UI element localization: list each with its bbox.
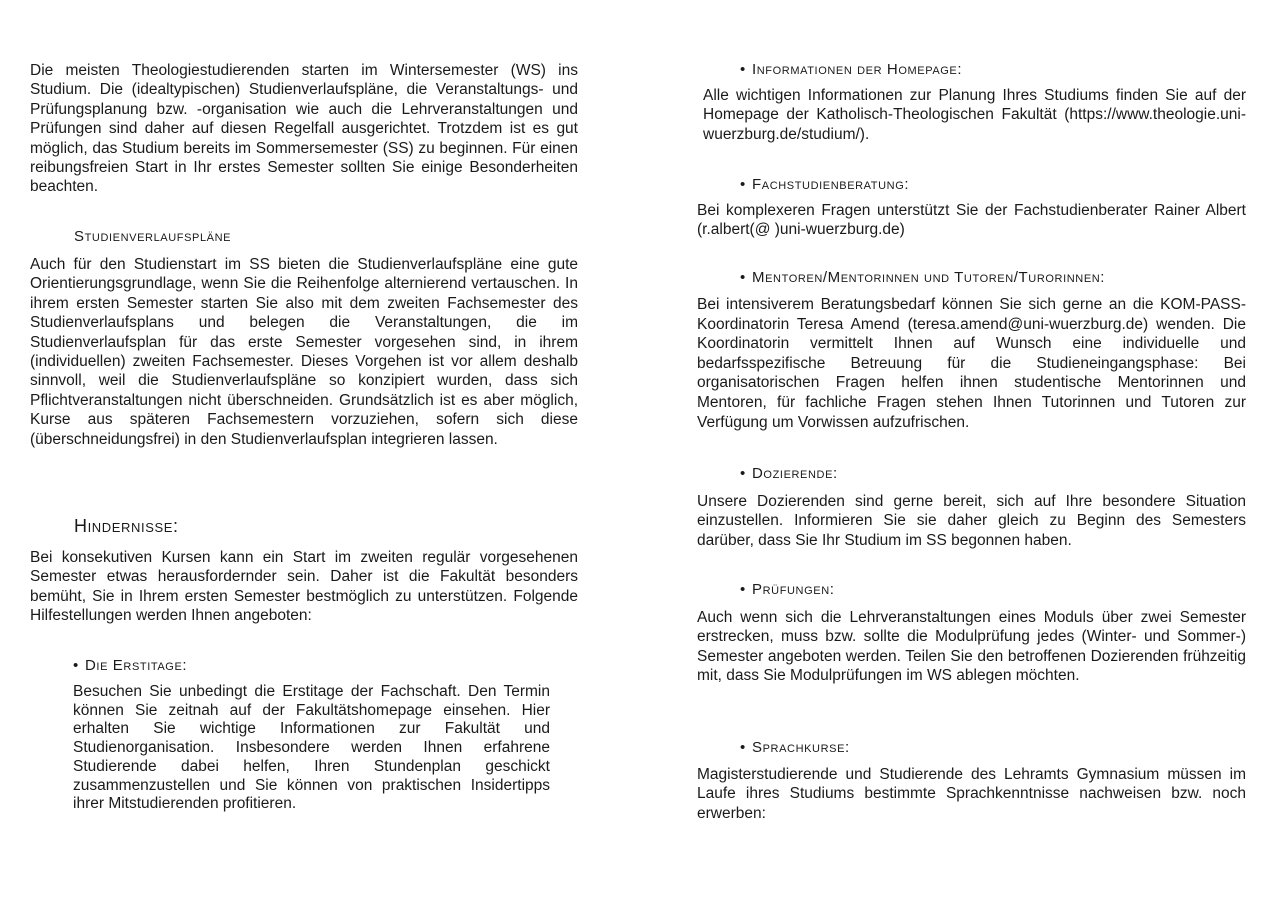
study-plans-paragraph: Auch für den Studienstart im SS bieten die Studienverlaufspläne eine gute Orientierungsgrundlage, wenn Sie die Reihenfolge alternierend vertauschen. In ihrem ersten Semester starten Sie also mit dem zweiten Fachsemester des Studienverlaufsplans und belegen die Veranstaltungen, die im Studienverlaufsplan für das erste Semester vorgesehen sind, in ihrem (individuellen) zweiten Fachsemester. Dieses Vorgehen ist vor allem deshalb sinnvoll, weil die Studienverlaufspläne so konzipiert wurden, dass sich Pflichtveranstaltungen nicht überschneiden. Grundsätzlich ist es aber möglich, Kurse aus späteren Fachsemestern vorzuziehen, sofern sich diese (überschneidungsfrei) in den Studienverlaufsplan integrieren lassen. [30, 256, 578, 448]
first-days-heading-label: Die Erstitage: [85, 657, 188, 674]
homepage-heading-label: Informationen der Homepage: [752, 61, 963, 78]
intro-paragraph: Die meisten Theologiestudierenden starten im Wintersemester (WS) ins Studium. Die (idealtypischen) Studienverlaufspläne, die Veranstaltungs- und Prüfungsplanung bzw. -organisation wie auch die Lehrveranstaltungen und Prüfungen sind daher auf diesen Regelfall ausgerichtet. Trotzdem ist es gut möglich, das Studium bereits im Sommersemester (SS) zu beginnen. Für einen reibungsfreien Start in Ihr erstes Semester sollten Sie einige Besonderheiten beachten. [30, 62, 578, 196]
advice-paragraph: Bei komplexeren Fragen unterstützt Sie der Fachstudienberater Rainer Albert (r.albert(@ )uni-wuerzburg.de) [697, 202, 1246, 239]
heading-exams [740, 580, 1246, 599]
lecturers-paragraph: Unsere Dozierenden sind gerne bereit, sich auf Ihre besondere Situation einzustellen. Informieren Sie sie daher gleich zu Beginn des Semesters darüber, dass Sie Ihr Studium im SS begonnen haben. [697, 493, 1246, 549]
heading-study-plans: Studienverlaufspläne [74, 228, 232, 245]
bullet-icon: • [740, 465, 746, 482]
bullet-icon: • [740, 176, 746, 193]
heading-homepage [740, 60, 1246, 79]
heading-first-days [73, 656, 550, 675]
heading-lecturers [740, 464, 1246, 483]
mentors-heading-label: Mentoren/Mentorinnen und Tutoren/Turorinnen: [752, 269, 1106, 286]
bullet-icon: • [740, 739, 746, 756]
obstacles-paragraph: Bei konsekutiven Kursen kann ein Start im zweiten regulär vorgesehenen Semester etwas herausfordernder sein. Daher ist die Fakultät besonders bemüht, Sie in Ihrem ersten Semester bestmöglich zu unterstützen. Folgende Hilfestellungen werden Ihnen angeboten: [30, 549, 578, 625]
heading-language [740, 738, 1246, 757]
bullet-icon: • [740, 61, 746, 78]
advice-heading-label: Fachstudienberatung: [752, 176, 910, 193]
language-paragraph: Magisterstudierende und Studierende des Lehramts Gymnasium müssen im Laufe ihres Studiums bestimmte Sprachkenntnisse nachweisen bzw. noch erwerben: [697, 766, 1246, 822]
heading-advice [740, 175, 1246, 194]
bullet-icon: • [740, 581, 746, 598]
homepage-paragraph: Alle wichtigen Informationen zur Planung Ihres Studiums finden Sie auf der Homepage der Katholisch-Theologischen Fakultät (https://www.theologie.uni-wuerzburg.de/studium/). [703, 87, 1246, 143]
mentors-paragraph: Bei intensiverem Beratungsbedarf können Sie sich gerne an die KOM-PASS-Koordinatorin Teresa Amend (teresa.amend@uni-wuerzburg.de) wenden. Die Koordinatorin vermittelt Ihnen auf Wunsch eine individuelle und bedarfsspezifische Betreuung für die Studieneingangsphase: Bei organisatorischen Fragen helfen ihnen studentische Mentorinnen und Mentoren, für fachliche Fragen stehen Ihnen Tutorinnen und Tutoren zur Verfügung um Vorwissen aufzufrischen. [697, 296, 1246, 431]
language-heading-label: Sprachkurse: [752, 739, 850, 756]
exams-heading-label: Prüfungen: [752, 581, 835, 598]
heading-obstacles: Hindernisse: [74, 516, 179, 536]
lecturers-heading-label: Dozierende: [752, 465, 838, 482]
first-days-paragraph: Besuchen Sie unbedingt die Erstitage der Fachschaft. Den Termin können Sie zeitnah auf der Fakultätshomepage einsehen. Hier erhalten Sie wichtige Informationen zur Fakultät und Studienorganisation. Insbesondere werden Ihnen erfahrene Studierende dabei helfen, Ihren Stundenplan geschickt zusammenzustellen und Sie können von praktischen Insidertipps ihrer Mitstudierenden profitieren. [73, 683, 550, 813]
bullet-icon: • [73, 657, 79, 674]
bullet-icon: • [740, 269, 746, 286]
heading-mentors [740, 268, 1246, 287]
exams-paragraph: Auch wenn sich die Lehrveranstaltungen eines Moduls über zwei Semester erstrecken, muss bzw. sollte die Modulprüfung jedes (Winter- und Sommer-) Semester angeboten werden. Teilen Sie den betroffenen Dozierenden frühzeitig mit, dass Sie Modulprüfungen im WS ablegen möchten. [697, 609, 1246, 685]
